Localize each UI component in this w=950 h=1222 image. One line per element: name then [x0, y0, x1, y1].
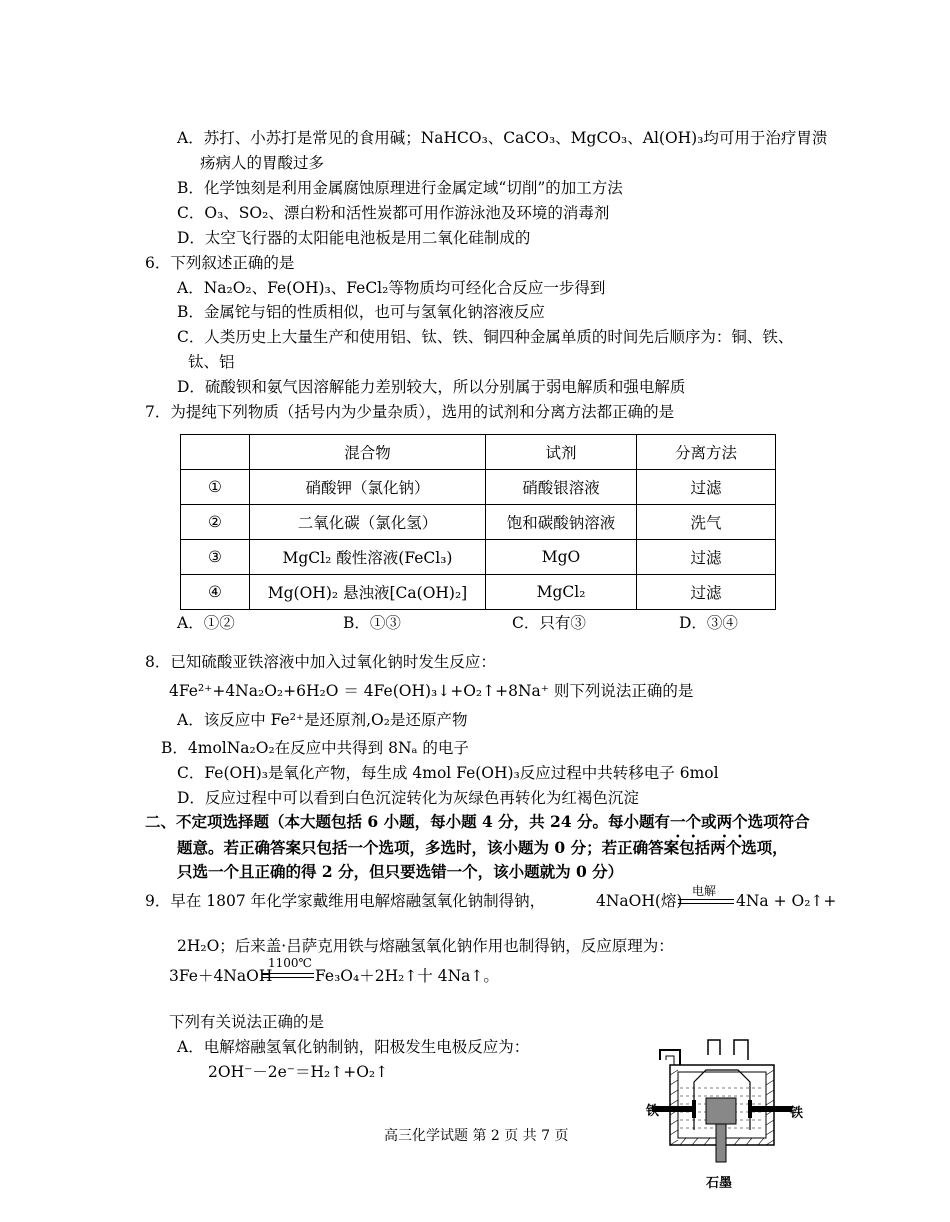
- table-cell: 过滤: [637, 540, 776, 575]
- q9-eq1-left: 4NaOH(熔): [596, 892, 683, 910]
- q6-option-a: A．Na₂O₂、Fe(OH)₃、FeCl₂等物质均可经化合反应一步得到: [177, 279, 606, 297]
- q9-eq2-right: Fe₃O₄＋2H₂↑十 4Na↑。: [315, 967, 499, 985]
- table-cell: ④: [181, 575, 250, 610]
- q9-stem: 9．早在 1807 年化学家戴维用电解熔融氢氧化钠制得钠，: [145, 892, 546, 910]
- q7-option-d: D．③④: [679, 614, 738, 632]
- q7-option-c: C．只有③: [512, 614, 586, 632]
- equals-sign: [262, 973, 314, 978]
- q8-option-d: D．反应过程中可以看到白色沉淀转化为灰绿色再转化为红褐色沉淀: [177, 789, 639, 807]
- q5-option-a-line1: A．苏打、小苏打是常见的食用碱；NaHCO₃、CaCO₃、MgCO₃、Al(OH)₃均可用于治疗胃溃: [177, 129, 828, 147]
- q8-equation: 4Fe²⁺+4Na₂O₂+6H₂O ＝ 4Fe(OH)₃↓+O₂↑+8Na⁺ 则下列说法正确的是: [169, 682, 694, 700]
- q8-option-c: C．Fe(OH)₃是氧化产物，每生成 4mol Fe(OH)₃反应过程中共转移电子 6mol: [177, 764, 719, 782]
- table-cell: 硝酸钾（氯化钠）: [250, 470, 486, 505]
- section2-line1-text: 二、不定项选择题（本大题包括 6 小题，每小题 4 分，共 24 分。每小题有: [145, 812, 671, 831]
- table-row: [181, 540, 776, 575]
- q6-option-b: B．金属铊与铝的性质相似，也可与氢氧化钠溶液反应: [177, 303, 545, 321]
- table-row: [181, 470, 776, 505]
- table-header-cell: 分离方法: [637, 435, 776, 470]
- section2-line2: 题意。若正确答案只包括一个选项，多选时，该小题为 0 分；若正确答案包括两个选项，: [177, 838, 788, 857]
- q9-eq2-condition: 1100℃: [268, 956, 312, 970]
- table-cell: ①: [181, 470, 250, 505]
- q6-option-d: D．硫酸钡和氨气因溶解能力差别较大，所以分别属于弱电解质和强电解质: [177, 378, 686, 396]
- table-cell: MgCl₂: [486, 575, 637, 610]
- q9-line2: 2H₂O；后来盖·吕萨克用铁与熔融氢氧化钠作用也制得钠，反应原理为：: [177, 937, 674, 955]
- q5-option-d: D．太空飞行器的太阳能电池板是用二氧化硅制成的: [177, 229, 531, 247]
- q9-prompt: 下列有关说法正确的是: [169, 1013, 325, 1031]
- q6-option-c-line1: C．人类历史上大量生产和使用铝、钛、铁、铜四种金属单质的时间先后顺序为：铜、铁、: [177, 328, 794, 346]
- table-cell: 饱和碳酸钠溶液: [486, 505, 637, 540]
- table-cell: MgO: [486, 540, 637, 575]
- section2-line1: [145, 812, 810, 841]
- q5-option-b: B．化学蚀刻是利用金属腐蚀原理进行金属定域“切削”的加工方法: [177, 179, 623, 197]
- section2-line3: 只选一个且正确的得 2 分，但只要选错一个，该小题就为 0 分）: [177, 862, 624, 881]
- table-cell: 洗气: [637, 505, 776, 540]
- q8-option-a: A．该反应中 Fe²⁺是还原剂,O₂是还原产物: [177, 711, 468, 729]
- table-cell: ③: [181, 540, 250, 575]
- q8-stem: 8．已知硫酸亚铁溶液中加入过氧化钠时发生反应：: [145, 653, 496, 671]
- emphasis-two: 两个: [716, 812, 748, 831]
- q9-eq1-condition: 电解: [692, 884, 717, 898]
- q6-option-c-line2: 钛、铝: [188, 353, 235, 371]
- table-header-cell: [181, 435, 250, 470]
- section2-line1-tail: 选项符合: [747, 812, 810, 831]
- table-cell: Mg(OH)₂ 悬浊液[Ca(OH)₂]: [250, 575, 486, 610]
- graphite-label: 石墨: [706, 1176, 733, 1191]
- section2-or: 或: [701, 812, 717, 831]
- table-cell: ②: [181, 505, 250, 540]
- q9-option-a-line2: 2OH⁻－2e⁻＝H₂↑+O₂↑: [208, 1063, 389, 1081]
- q5-option-a-line2: 疡病人的胃酸过多: [200, 154, 325, 172]
- q8-option-b: B．4molNa₂O₂在反应中共得到 8Nₐ 的电子: [161, 739, 469, 757]
- q9-option-a-line1: A．电解熔融氢氧化钠制钠，阳极发生电极反应为：: [177, 1038, 530, 1056]
- equals-sign: [678, 899, 734, 904]
- iron-label-left: 铁: [646, 1104, 660, 1119]
- iron-label-right: 铁: [790, 1106, 804, 1121]
- q7-option-a: A．①②: [177, 614, 235, 632]
- q7-option-b: B．①③: [343, 614, 401, 632]
- apparatus-diagram: [640, 1030, 810, 1195]
- page-footer: 高三化学试题 第 2 页 共 7 页: [384, 1128, 569, 1144]
- table-row: [181, 575, 776, 610]
- table-cell: 过滤: [637, 575, 776, 610]
- q9-eq2-left: 3Fe＋4NaOH: [169, 967, 273, 985]
- electrolysis-apparatus-figure: [640, 1030, 810, 1195]
- table-row: [181, 505, 776, 540]
- q5-option-c: C．O₃、SO₂、漂白粉和活性炭都可用作游泳池及环境的消毒剂: [177, 204, 610, 222]
- table-header-row: [181, 435, 776, 470]
- table-cell: 硝酸银溶液: [486, 470, 637, 505]
- table-header-cell: 试剂: [486, 435, 637, 470]
- q9-eq1-right: 4Na + O₂↑+: [736, 892, 837, 910]
- table-cell: 二氧化碳（氯化氢）: [250, 505, 486, 540]
- table-cell: MgCl₂ 酸性溶液(FeCl₃): [250, 540, 486, 575]
- q7-stem: 7．为提纯下列物质（括号内为少量杂质），选用的试剂和分离方法都正确的是: [145, 403, 675, 421]
- q7-table: [180, 434, 776, 610]
- q6-stem: 6．下列叙述正确的是: [145, 254, 295, 272]
- table-cell: 过滤: [637, 470, 776, 505]
- table-header-cell: 混合物: [250, 435, 486, 470]
- emphasis-one: 一个: [670, 812, 702, 831]
